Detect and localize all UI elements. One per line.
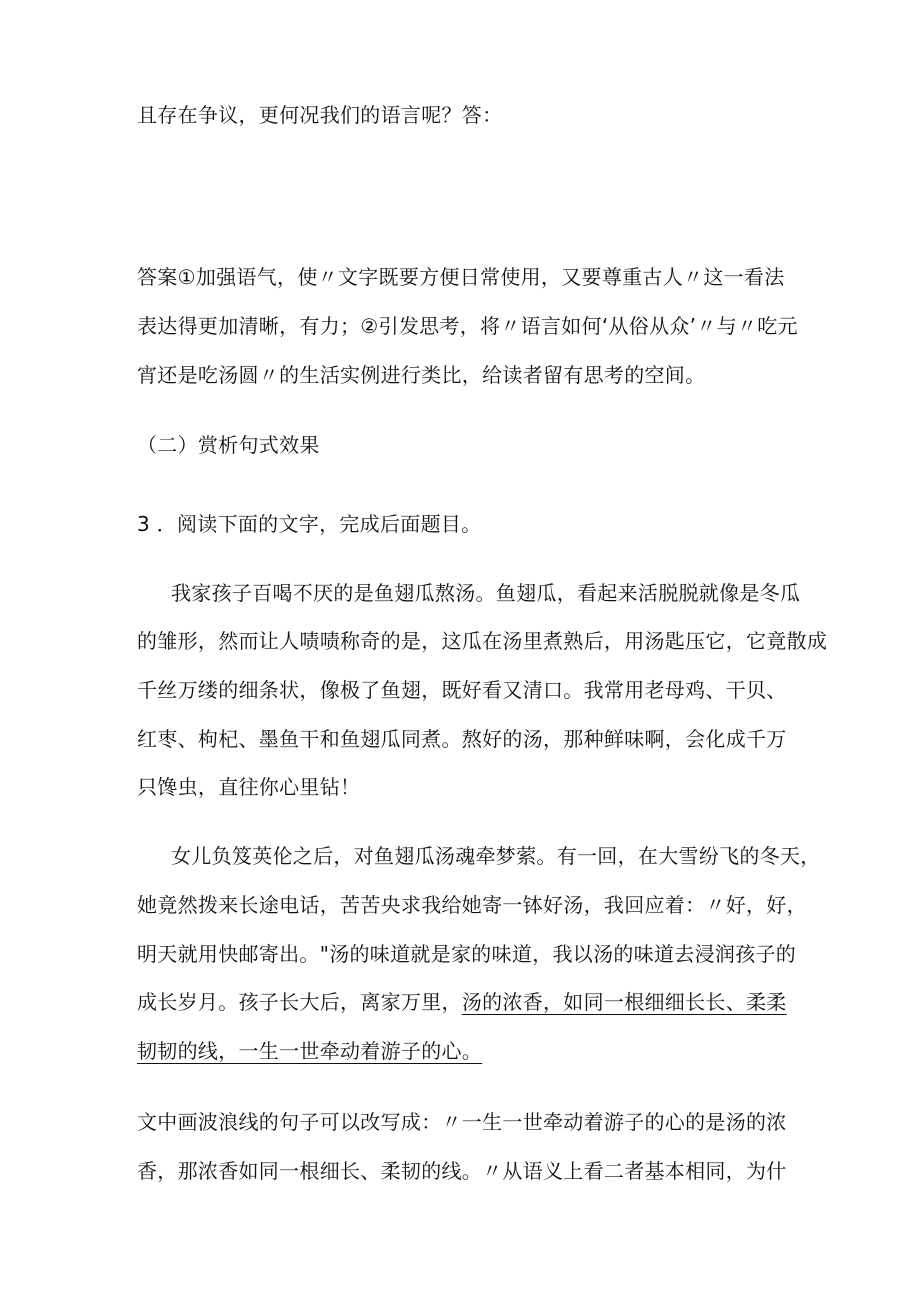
passage-para1-line-1: 我家孩子百喝不厌的是鱼翅瓜熬汤。鱼翅瓜，看起来活脱脱就像是冬瓜 <box>171 581 801 605</box>
passage-para2-line-4-plain: 成长岁月。孩子长大后，离家万里， <box>137 990 462 1014</box>
answer-line-1: 答案①加强语气，使〃文字既要方便日常使用，又要尊重古人〃这一看法 <box>137 265 785 289</box>
question-3: 3 ．阅读下面的文字，完成后面题目。 <box>137 512 482 536</box>
passage-para1-line-3: 千丝万缕的细条状，像极了鱼翅，既好看又清口。我常用老母鸡、干贝、 <box>137 678 787 702</box>
answer-line-2: 表达得更加清晰，有力；②引发思考，将〃语言如何‘从俗从众’〃与〃吃元 <box>137 314 798 338</box>
passage-para1-line-2: 的雏形，然而让人啧啧称奇的是，这瓜在汤里煮熟后，用汤匙压它，它竟散成 <box>137 629 828 653</box>
passage-para2-line-1: 女儿负笈英伦之后，对鱼翅瓜汤魂牵梦萦。有一回，在大雪纷飞的冬天， <box>171 844 821 868</box>
question-tail: 且存在争议，更何况我们的语言呢？答： <box>137 103 503 127</box>
passage-para1-line-4: 红枣、枸杞、墨鱼干和鱼翅瓜同煮。熬好的汤，那种鲜味啊，会化成千万 <box>137 727 787 751</box>
prompt-line-2: 香，那浓香如同一根细长、柔韧的线。〃从语义上看二者基本相同，为什 <box>137 1159 787 1183</box>
wavy-underlined-sentence-part-2: 韧韧的线，一生一世牵动着游子的心。 <box>137 1039 483 1063</box>
passage-para2-line-5 <box>137 1037 482 1065</box>
passage-para1-line-5: 只馋虫，直往你心里钻！ <box>137 775 361 799</box>
passage-para2-line-4 <box>137 988 787 1016</box>
answer-line-3: 宵还是吃汤圆〃的生活实例进行类比，给读者留有思考的空间。 <box>137 363 706 387</box>
prompt-line-1: 文中画波浪线的句子可以改写成：〃一生一世牵动着游子的心的是汤的浓 <box>137 1110 787 1134</box>
passage-para2-line-3: 明天就用快邮寄出。"汤的味道就是家的味道，我以汤的味道去浸润孩子的 <box>137 942 797 966</box>
wavy-underlined-sentence-part-1: 汤的浓香，如同一根细细长长、柔柔 <box>461 990 787 1014</box>
passage-para2-line-2: 她竟然拨来长途电话，苦苦央求我给她寄一钵好汤，我回应着：〃好，好， <box>137 893 807 917</box>
section-heading: （二）赏析句式效果 <box>137 433 320 457</box>
